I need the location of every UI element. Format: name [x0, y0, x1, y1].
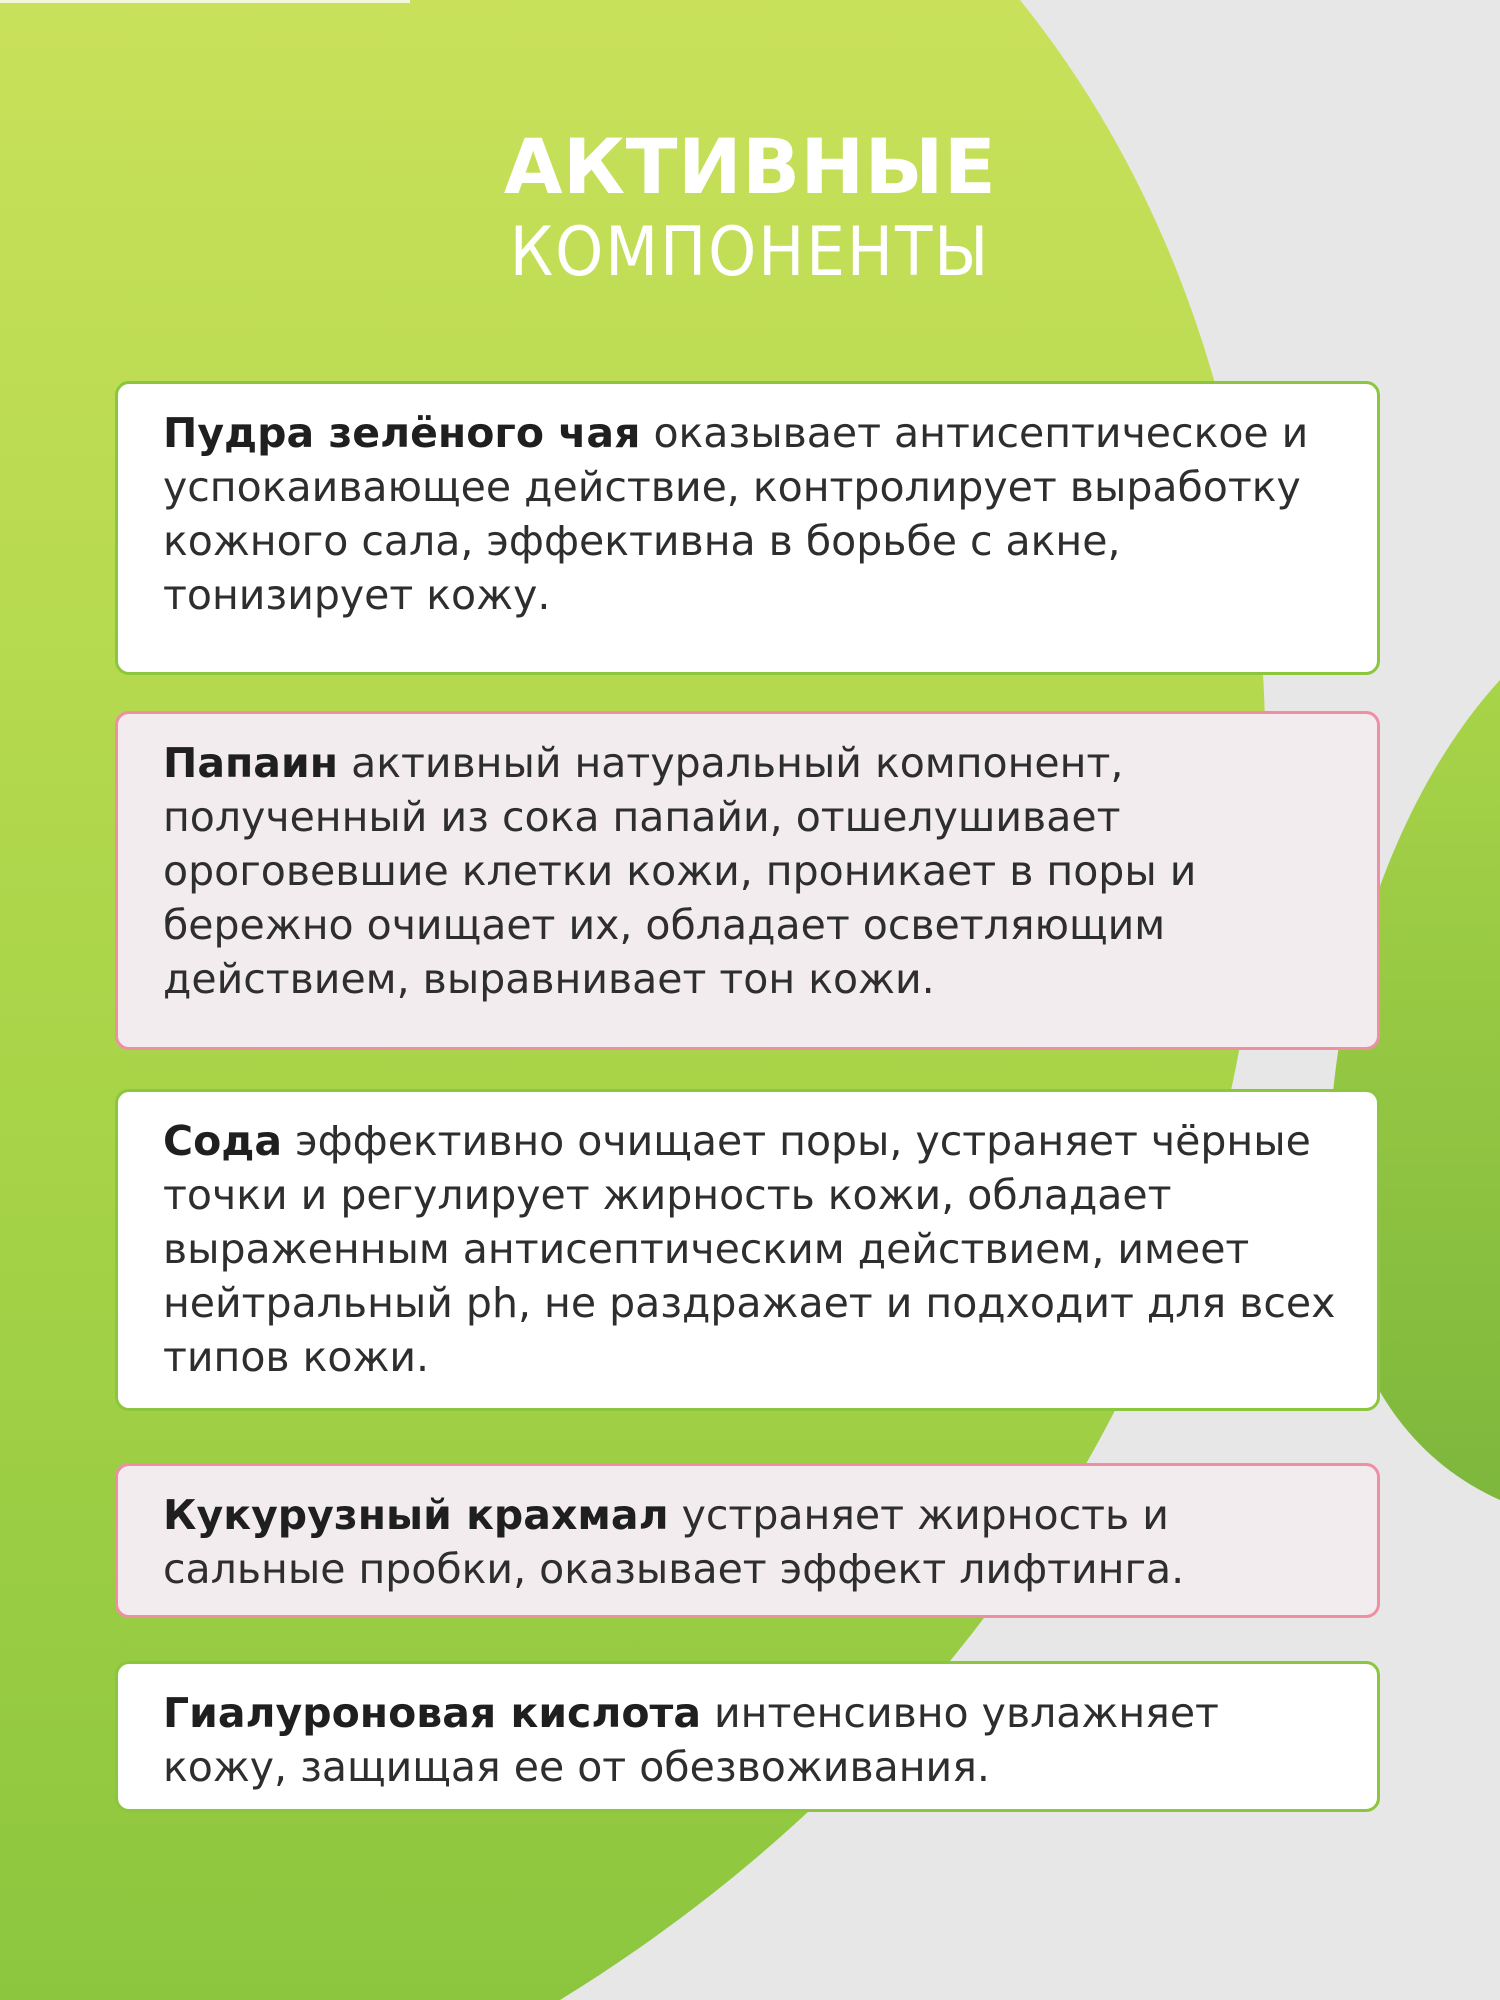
ingredient-name: Кукурузный крахмал: [163, 1491, 669, 1539]
ingredient-name: Пудра зелёного чая: [163, 409, 641, 457]
ingredient-text: активный натуральный компонент, полученный из сока папайи, отшелушивает ороговевшие клетки кожи, проникает в поры и бережно очищает их, обладает осветляющим действием, выравнивает тон кожи.: [163, 739, 1197, 1003]
ingredient-description: [163, 736, 1353, 1006]
title-line-bold: АКТИВНЫЕ: [503, 122, 997, 211]
ingredient-name: Сода: [163, 1117, 283, 1165]
title-line-light: КОМПОНЕНТЫ: [509, 213, 991, 292]
ingredient-card-soda: [115, 1089, 1380, 1411]
ingredient-description: [163, 1686, 1353, 1794]
top-edge-highlight: [0, 0, 410, 3]
ingredient-text: устраняет жирность и сальные пробки, оказывает эффект лифтинга.: [163, 1491, 1185, 1593]
ingredient-name: Папаин: [163, 739, 339, 787]
ingredient-card-corn-starch: [115, 1463, 1380, 1618]
ingredient-card-hyaluronic-acid: [115, 1661, 1380, 1812]
ingredient-description: [163, 1488, 1353, 1596]
ingredient-description: [163, 406, 1353, 622]
page-title: [0, 122, 1500, 294]
ingredient-text: эффективно очищает поры, устраняет чёрные точки и регулирует жирность кожи, обладает выраженным антисептическим действием, имеет нейтральный ph, не раздражает и подходит для всех типов кожи.: [163, 1117, 1336, 1381]
ingredient-card-papain: [115, 711, 1380, 1050]
ingredient-description: [163, 1114, 1353, 1384]
ingredient-text: оказывает антисептическое и успокаивающее действие, контролирует выработку кожного сала, эффективна в борьбе с акне, тонизирует кожу.: [163, 409, 1309, 619]
ingredient-card-green-tea: [115, 381, 1380, 675]
ingredient-text: интенсивно увлажняет кожу, защищая ее от обезвоживания.: [163, 1689, 1219, 1791]
ingredient-name: Гиалуроновая кислота: [163, 1689, 701, 1737]
